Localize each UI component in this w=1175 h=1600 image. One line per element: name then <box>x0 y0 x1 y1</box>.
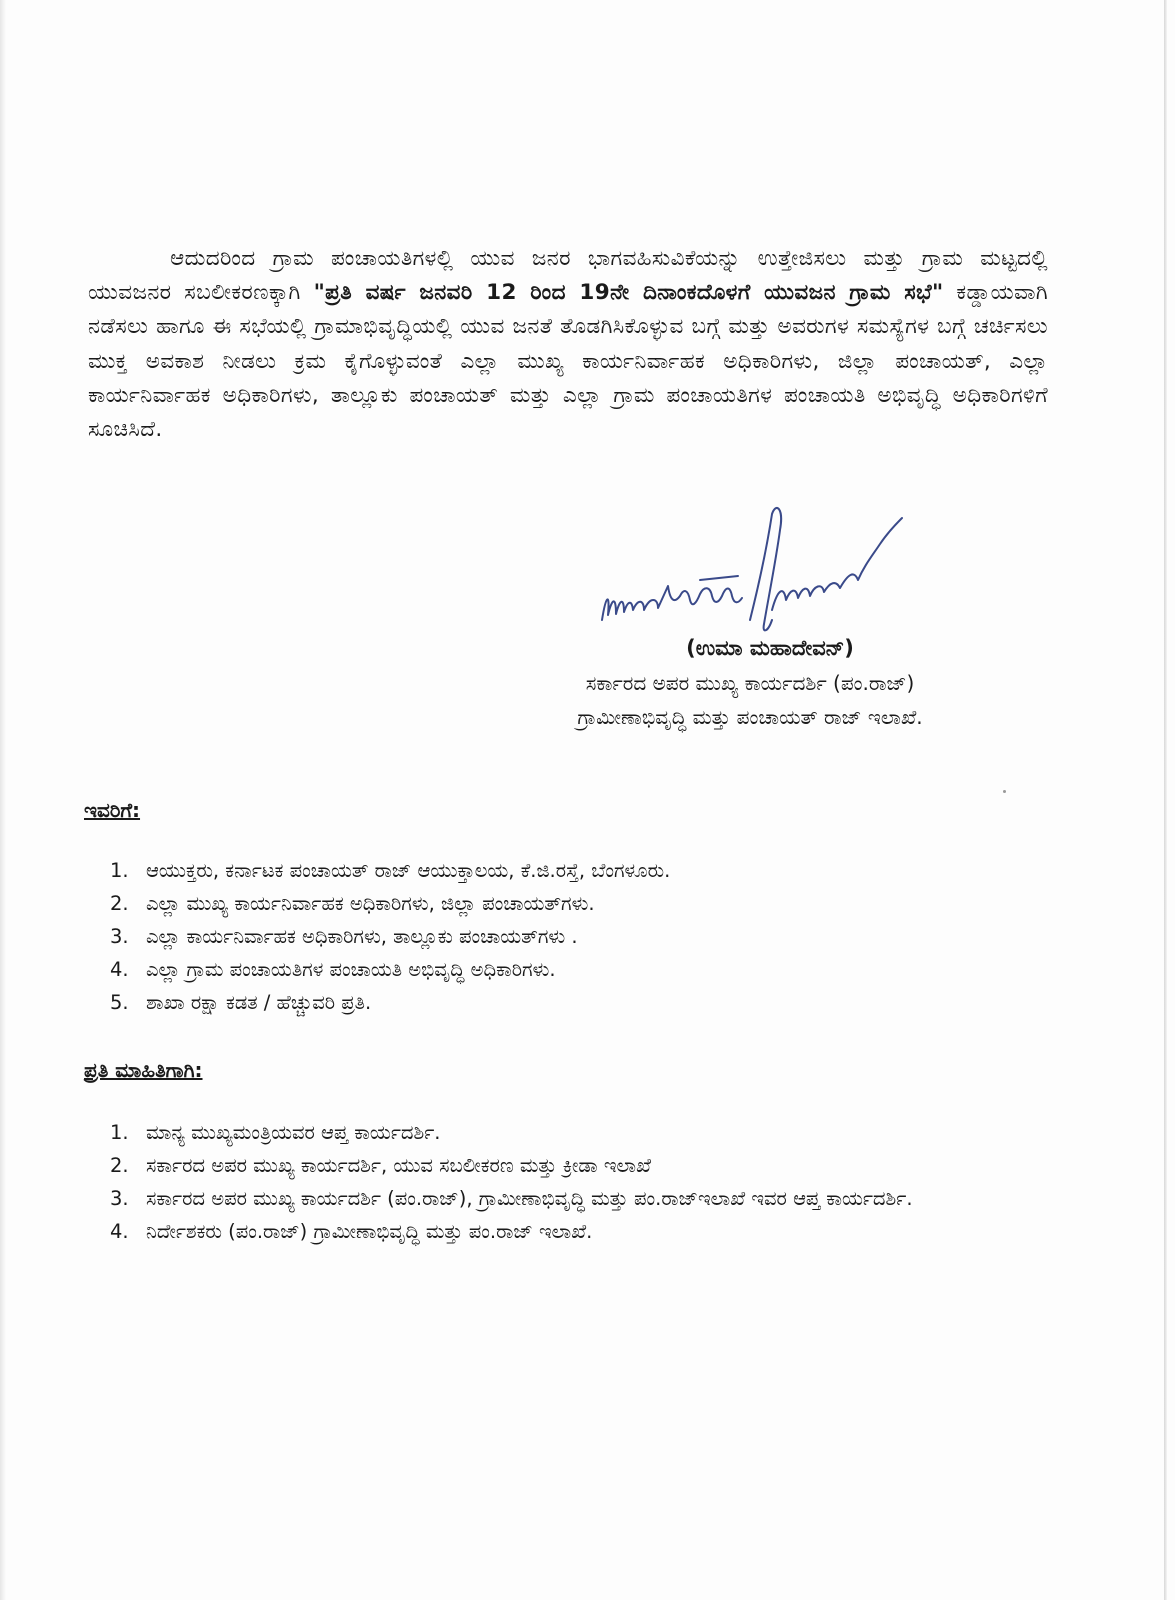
to-list-item <box>110 920 670 953</box>
page-left-edge <box>0 0 6 1600</box>
list-item-number: 4. <box>110 1220 129 1243</box>
copy-list-item <box>110 1215 1010 1248</box>
page-right-edge <box>1164 0 1167 1600</box>
to-list <box>110 854 670 1019</box>
list-item-number: 2. <box>110 1154 129 1177</box>
list-item-text: ಮಾನ್ಯ ಮುಖ್ಯಮಂತ್ರಿಯವರ ಆಪ್ತ ಕಾರ್ಯದರ್ಶಿ. <box>146 1121 441 1144</box>
copy-section-heading: ಪ್ರತಿ ಮಾಹಿತಿಗಾಗಿ: <box>84 1058 203 1082</box>
signatory-designation-1: ಸರ್ಕಾರದ ಅಪರ ಮುಖ್ಯ ಕಾರ್ಯದರ್ಶಿ (ಪಂ.ರಾಜ್) <box>585 671 915 695</box>
signatory-block <box>440 630 1060 734</box>
list-item-number: 1. <box>110 1121 129 1144</box>
list-item-text: ಎಲ್ಲಾ ಮುಖ್ಯ ಕಾರ್ಯನಿರ್ವಾಹಕ ಅಧಿಕಾರಿಗಳು, ಜಿಲ್ಲಾ ಪಂಚಾಯತ್‌ಗಳು. <box>146 892 595 915</box>
list-item-number: 3. <box>110 925 129 948</box>
to-list-item <box>110 887 670 920</box>
list-item-number: 4. <box>110 958 129 981</box>
copy-list-item <box>110 1116 1010 1149</box>
scan-speck <box>1003 790 1006 793</box>
body-text-before-bold: ಆದುದರಿಂದ ಗ್ರಾಮ ಪಂಚಾಯತಿಗಳಲ್ಲಿ ಯುವ ಜನರ ಭಾಗವಹಿಸುವಿಕೆಯನ್ನು ಉತ್ತೇಜಿಸಲು ಮತ್ತು ಗ್ರಾಮ ಮಟ್ಟದಲ್ಲಿ ಯುವಜನರ ಸಬಲೀಕರಣಕ್ಕಾಗಿ <box>88 246 1048 306</box>
body-paragraph <box>88 242 1048 447</box>
to-list-item <box>110 953 670 986</box>
copy-list-item <box>110 1149 1010 1182</box>
to-section-heading: ಇವರಿಗೆ: <box>84 798 141 822</box>
list-item-text: ಸರ್ಕಾರದ ಅಪರ ಮುಖ್ಯ ಕಾರ್ಯದರ್ಶಿ (ಪಂ.ರಾಜ್), ಗ್ರಾಮೀಣಾಭಿವೃದ್ಧಿ ಮತ್ತು ಪಂ.ರಾಜ್‌ಇಲಾಖೆ ಇವರ ಆಪ್ತ ಕಾರ್ಯದರ್ಶಿ. <box>146 1187 913 1210</box>
list-item-text: ಎಲ್ಲಾ ಗ್ರಾಮ ಪಂಚಾಯತಿಗಳ ಪಂಚಾಯತಿ ಅಭಿವೃದ್ಧಿ ಅಧಿಕಾರಿಗಳು. <box>146 958 556 981</box>
list-item-number: 2. <box>110 892 129 915</box>
list-item-number: 1. <box>110 859 129 882</box>
to-list-item <box>110 986 670 1019</box>
list-item-number: 3. <box>110 1187 129 1210</box>
signatory-name: (ಉಮಾ ಮಹಾದೇವನ್) <box>686 636 854 660</box>
list-item-text: ಆಯುಕ್ತರು, ಕರ್ನಾಟಕ ಪಂಚಾಯತ್ ರಾಜ್ ಆಯುಕ್ತಾಲಯ, ಕೆ.ಜಿ.ರಸ್ತೆ, ಬೆಂಗಳೂರು. <box>146 859 671 882</box>
signatory-designation-2: ಗ್ರಾಮೀಣಾಭಿವೃದ್ಧಿ ಮತ್ತು ಪಂಚಾಯತ್ ರಾಜ್ ಇಲಾಖೆ. <box>577 705 923 729</box>
to-list-item <box>110 854 670 887</box>
body-text-after-bold: ಕಡ್ಡಾಯವಾಗಿ ನಡೆಸಲು ಹಾಗೂ ಈ ಸಭೆಯಲ್ಲಿ ಗ್ರಾಮಾಭಿವೃದ್ಧಿಯಲ್ಲಿ ಯುವ ಜನತೆ ತೊಡಗಿಸಿಕೊಳ್ಳುವ ಬಗ್ಗೆ ಮತ್ತು ಅವರುಗಳ ಸಮಸ್ಯೆಗಳ ಬಗ್ಗೆ ಚರ್ಚಿಸಲು ಮುಕ್ತ ಅವಕಾಶ ನೀಡಲು ಕ್ರಮ ಕೈಗೊಳ್ಳುವಂತೆ ಎಲ್ಲಾ ಮುಖ್ಯ ಕಾರ್ಯನಿರ್ವಾಹಕ ಅಧಿಕಾರಿಗಳು, ಜಿಲ್ಲಾ ಪಂಚಾಯತ್, ಎಲ್ಲಾ ಕಾರ್ಯನಿರ್ವಾಹಕ ಅಧಿಕಾರಿಗಳು, ತಾಲ್ಲೂಕು ಪಂಚಾಯತ್ ಮತ್ತು ಎಲ್ಲಾ ಗ್ರಾಮ ಪಂಚಾಯತಿಗಳ ಪಂಚಾಯತಿ ಅಭಿವೃದ್ಧಿ ಅಧಿಕಾರಿಗಳಿಗೆ ಸೂಚಿಸಿದೆ. <box>88 280 1048 443</box>
list-item-text: ಶಾಖಾ ರಕ್ಷಾ ಕಡತ / ಹೆಚ್ಚುವರಿ ಪ್ರತಿ. <box>146 991 372 1014</box>
list-item-text: ನಿರ್ದೇಶಕರು (ಪಂ.ರಾಜ್) ಗ್ರಾಮೀಣಾಭಿವೃದ್ಧಿ ಮತ್ತು ಪಂ.ರಾಜ್ ಇಲಾಖೆ. <box>146 1220 593 1243</box>
list-item-number: 5. <box>110 991 129 1014</box>
copy-list-item <box>110 1182 976 1215</box>
body-bold-phrase: "ಪ್ರತಿ ವರ್ಷ ಜನವರಿ 12 ರಿಂದ 19ನೇ ದಿನಾಂಕದೊಳಗೆ ಯುವಜನ ಗ್ರಾಮ ಸಭೆ" <box>313 280 944 306</box>
copy-list <box>110 1116 1010 1248</box>
list-item-text: ಸರ್ಕಾರದ ಅಪರ ಮುಖ್ಯ ಕಾರ್ಯದರ್ಶಿ, ಯುವ ಸಬಲೀಕರಣ ಮತ್ತು ಕ್ರೀಡಾ ಇಲಾಖೆ <box>146 1154 652 1177</box>
list-item-text: ಎಲ್ಲಾ ಕಾರ್ಯನಿರ್ವಾಹಕ ಅಧಿಕಾರಿಗಳು, ತಾಲ್ಲೂಕು ಪಂಚಾಯತ್‌ಗಳು . <box>146 925 578 948</box>
